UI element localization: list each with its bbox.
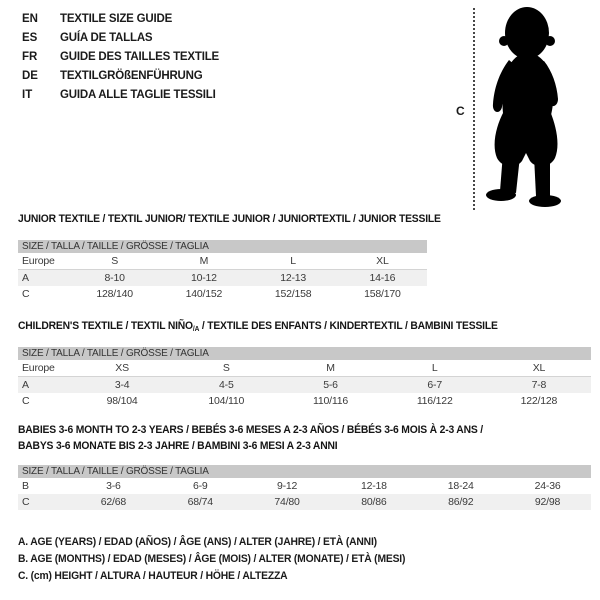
language-code: EN bbox=[22, 13, 38, 25]
row-label: C bbox=[22, 288, 30, 300]
size-cell: XL bbox=[532, 362, 546, 374]
size-cell: S bbox=[222, 362, 230, 374]
size-cell: M bbox=[199, 255, 209, 267]
language-row-it bbox=[22, 86, 219, 105]
baby-silhouette-icon bbox=[482, 5, 570, 210]
value-cell: 7-8 bbox=[531, 379, 547, 391]
language-row-en bbox=[22, 10, 219, 29]
language-label: GUIDE DES TAILLES TEXTILE bbox=[60, 51, 219, 63]
babies-title-line2: BABYS 3-6 MONATE BIS 2-3 JAHRE / BAMBINI 3-6 MESI A 2-3 ANNI bbox=[18, 440, 338, 452]
children-title-subscript: /A bbox=[192, 326, 200, 333]
row-label: B bbox=[22, 480, 29, 492]
size-cell: XS bbox=[115, 362, 129, 374]
row-label: Europe bbox=[22, 362, 55, 374]
footnotes bbox=[18, 534, 430, 585]
footnote-b: B. AGE (MONTHS) / EDAD (MESES) / ÂGE (MOIS) / ALTER (MONATE) / ETÀ (MESI) bbox=[18, 553, 406, 565]
value-cell: 104/110 bbox=[208, 395, 245, 407]
size-cell: L bbox=[431, 362, 438, 374]
value-cell: 3-4 bbox=[114, 379, 130, 391]
junior-size-table bbox=[18, 240, 427, 302]
value-cell: 8-10 bbox=[104, 272, 125, 284]
children-title-suffix: / TEXTILE DES ENFANTS / KINDERTEXTIL / BAMBINI TESSILE bbox=[199, 320, 498, 332]
row-label: C bbox=[22, 395, 30, 407]
value-cell: 80/86 bbox=[361, 496, 387, 508]
value-cell: 98/104 bbox=[106, 395, 138, 407]
height-measure-line bbox=[473, 8, 475, 210]
value-cell: 122/128 bbox=[520, 395, 558, 407]
language-code: DE bbox=[22, 70, 38, 82]
value-cell: 6-7 bbox=[427, 379, 442, 391]
row-label: A bbox=[22, 379, 29, 391]
row-label: A bbox=[22, 272, 29, 284]
table-row bbox=[18, 253, 427, 270]
value-cell: 14-16 bbox=[369, 272, 396, 284]
value-cell: 116/122 bbox=[416, 395, 453, 407]
children-section-title bbox=[18, 320, 498, 333]
language-code: FR bbox=[22, 51, 38, 63]
junior-section-title: JUNIOR TEXTILE / TEXTIL JUNIOR/ TEXTILE JUNIOR / JUNIORTEXTIL / JUNIOR TESSILE bbox=[18, 213, 441, 225]
babies-size-header: SIZE / TALLA / TAILLE / GRÖSSE / TAGLIA bbox=[18, 465, 591, 478]
table-row bbox=[18, 286, 427, 302]
language-row-de bbox=[22, 67, 219, 86]
value-cell: 24-36 bbox=[534, 480, 561, 492]
language-code: IT bbox=[22, 89, 33, 101]
value-cell: 12-18 bbox=[360, 480, 387, 492]
children-title-prefix: CHILDREN'S TEXTILE / TEXTIL NIÑO bbox=[18, 320, 193, 332]
value-cell: 86/92 bbox=[448, 496, 474, 508]
value-cell: 10-12 bbox=[190, 272, 217, 284]
table-row bbox=[18, 360, 591, 377]
table-row bbox=[18, 393, 591, 409]
language-label: TEXTILE SIZE GUIDE bbox=[60, 13, 173, 25]
value-cell: 9-12 bbox=[276, 480, 298, 492]
footnote-a: A. AGE (YEARS) / EDAD (AÑOS) / ÂGE (ANS) / ALTER (JAHRE) / ETÀ (ANNI) bbox=[18, 536, 377, 548]
row-label: Europe bbox=[22, 255, 55, 267]
babies-size-table bbox=[18, 465, 591, 510]
size-cell: S bbox=[111, 255, 119, 267]
value-cell: 128/140 bbox=[96, 288, 133, 300]
language-list bbox=[22, 10, 219, 105]
row-label: C bbox=[22, 496, 30, 508]
value-cell: 18-24 bbox=[447, 480, 474, 492]
value-cell: 74/80 bbox=[274, 496, 300, 508]
value-cell: 68/74 bbox=[187, 496, 213, 508]
value-cell: 5-6 bbox=[323, 379, 338, 391]
value-cell: 158/170 bbox=[364, 288, 401, 300]
size-cell: M bbox=[326, 362, 335, 374]
value-cell: 6-9 bbox=[192, 480, 208, 492]
junior-size-header: SIZE / TALLA / TAILLE / GRÖSSE / TAGLIA bbox=[18, 240, 427, 253]
value-cell: 62/68 bbox=[100, 496, 127, 508]
babies-title-line1: BABIES 3-6 MONTH TO 2-3 YEARS / BEBÉS 3-6 MESES A 2-3 AÑOS / BÉBÉS 3-6 MOIS À 2-3 ANS / bbox=[18, 424, 483, 436]
size-cell: L bbox=[290, 255, 296, 267]
language-row-fr bbox=[22, 48, 219, 67]
footnote-c: C. (cm) HEIGHT / ALTURA / HAUTEUR / HÖHE / ALTEZZA bbox=[18, 570, 288, 582]
language-label: GUÍA DE TALLAS bbox=[60, 32, 153, 44]
language-label: GUIDA ALLE TAGLIE TESSILI bbox=[60, 89, 216, 101]
value-cell: 110/116 bbox=[313, 395, 348, 407]
size-cell: XL bbox=[376, 255, 389, 267]
height-measure-label: C bbox=[456, 104, 465, 118]
language-code: ES bbox=[22, 32, 38, 44]
table-row bbox=[18, 270, 427, 286]
babies-section-title bbox=[18, 422, 513, 454]
value-cell: 4-5 bbox=[219, 379, 234, 391]
language-label: TEXTILGRÖßENFÜHRUNG bbox=[60, 70, 203, 82]
value-cell: 12-13 bbox=[280, 272, 307, 284]
children-size-header: SIZE / TALLA / TAILLE / GRÖSSE / TAGLIA bbox=[18, 347, 591, 360]
value-cell: 140/152 bbox=[185, 288, 223, 300]
value-cell: 152/158 bbox=[274, 288, 312, 300]
table-row bbox=[18, 494, 591, 510]
value-cell: 3-6 bbox=[106, 480, 121, 492]
value-cell: 92/98 bbox=[534, 496, 561, 508]
table-row bbox=[18, 377, 591, 393]
table-row bbox=[18, 478, 591, 494]
children-size-table bbox=[18, 347, 591, 409]
language-row-es bbox=[22, 29, 219, 48]
